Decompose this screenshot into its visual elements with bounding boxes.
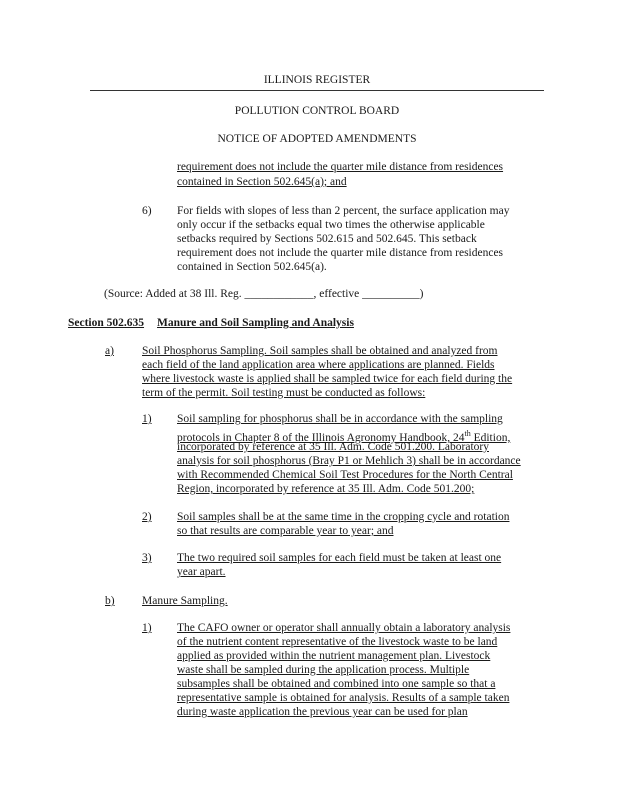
item-number: 2) — [142, 511, 152, 523]
item6-line: only occur if the setbacks equal two times the otherwise applicable — [177, 219, 485, 231]
item-number: 6) — [142, 205, 152, 217]
board-title: POLLUTION CONTROL BOARD — [234, 105, 400, 117]
subsection-b-title: Manure Sampling. — [142, 595, 228, 607]
a1-text: Edition, — [470, 431, 511, 444]
a1-line: Region, incorporated by reference at 35 Ill. Adm. Code 501.200; — [177, 483, 475, 495]
a2-line: so that results are comparable year to year; and — [177, 525, 394, 537]
a3-line: year apart. — [177, 566, 226, 578]
subsection-label: a) — [105, 345, 114, 357]
a1-line: with Recommended Chemical Soil Test Procedures for the North Central — [177, 469, 513, 481]
b1-line: subsamples shall be obtained and combined into one sample so that a — [177, 678, 496, 690]
a3-line: The two required soil samples for each field must be taken at least one — [177, 552, 502, 564]
subsection-a-line: Soil Phosphorus Sampling. Soil samples shall be obtained and analyzed from — [142, 345, 498, 357]
subsection-a-line: each field of the land application area where applications are planned. Fields — [142, 359, 495, 371]
source-note: (Source: Added at 38 Ill. Reg. ____________, effective __________) — [104, 288, 424, 300]
item-number: 1) — [142, 622, 152, 634]
b1-line: of the nutrient content representative of the livestock waste to be land — [177, 636, 498, 648]
a1-line: incorporated by reference at 35 Ill. Adm. Code 501.200. Laboratory — [177, 441, 489, 453]
superscript: th — [464, 429, 471, 438]
item6-line: For fields with slopes of less than 2 percent, the surface application may — [177, 205, 510, 217]
header-rule — [90, 90, 544, 91]
continuation-line: requirement does not include the quarter mile distance from residences — [177, 161, 504, 173]
a1-line: Soil sampling for phosphorus shall be in accordance with the sampling — [177, 413, 503, 425]
item6-line: requirement does not include the quarter mile distance from residences — [177, 247, 504, 259]
section-title: Manure and Soil Sampling and Analysis — [157, 317, 354, 329]
a2-line: Soil samples shall be at the same time in the cropping cycle and rotation — [177, 511, 510, 523]
notice-title: NOTICE OF ADOPTED AMENDMENTS — [217, 133, 417, 145]
a1-line: analysis for soil phosphorus (Bray P1 or Mehlich 3) shall be in accordance — [177, 455, 521, 467]
subsection-a-line: where livestock waste is applied shall be sampled twice for each field during the — [142, 373, 513, 385]
a1-text: protocols in Chapter 8 of the Illinois Agronomy Handbook, 24 — [177, 431, 465, 444]
item6-line: contained in Section 502.645(a). — [177, 261, 327, 273]
b1-line: waste shall be sampled during the application process. Multiple — [177, 664, 470, 676]
b1-line: applied as provided within the nutrient management plan. Livestock — [177, 650, 491, 662]
subsection-a-line: term of the permit. Soil testing must be conducted as follows: — [142, 387, 426, 399]
item-number: 1) — [142, 413, 152, 425]
item-number: 3) — [142, 552, 152, 564]
register-title: ILLINOIS REGISTER — [263, 74, 371, 86]
b1-line: representative sample is obtained for analysis. Results of a sample taken — [177, 692, 510, 704]
section-number: Section 502.635 — [68, 317, 145, 329]
item6-line: setbacks required by Sections 502.615 and 502.645. This setback — [177, 233, 477, 245]
subsection-label: b) — [105, 595, 115, 607]
b1-line: The CAFO owner or operator shall annually obtain a laboratory analysis — [177, 622, 511, 634]
continuation-line: contained in Section 502.645(a); and — [177, 176, 347, 188]
b1-line: during waste application the previous year can be used for plan — [177, 706, 468, 718]
